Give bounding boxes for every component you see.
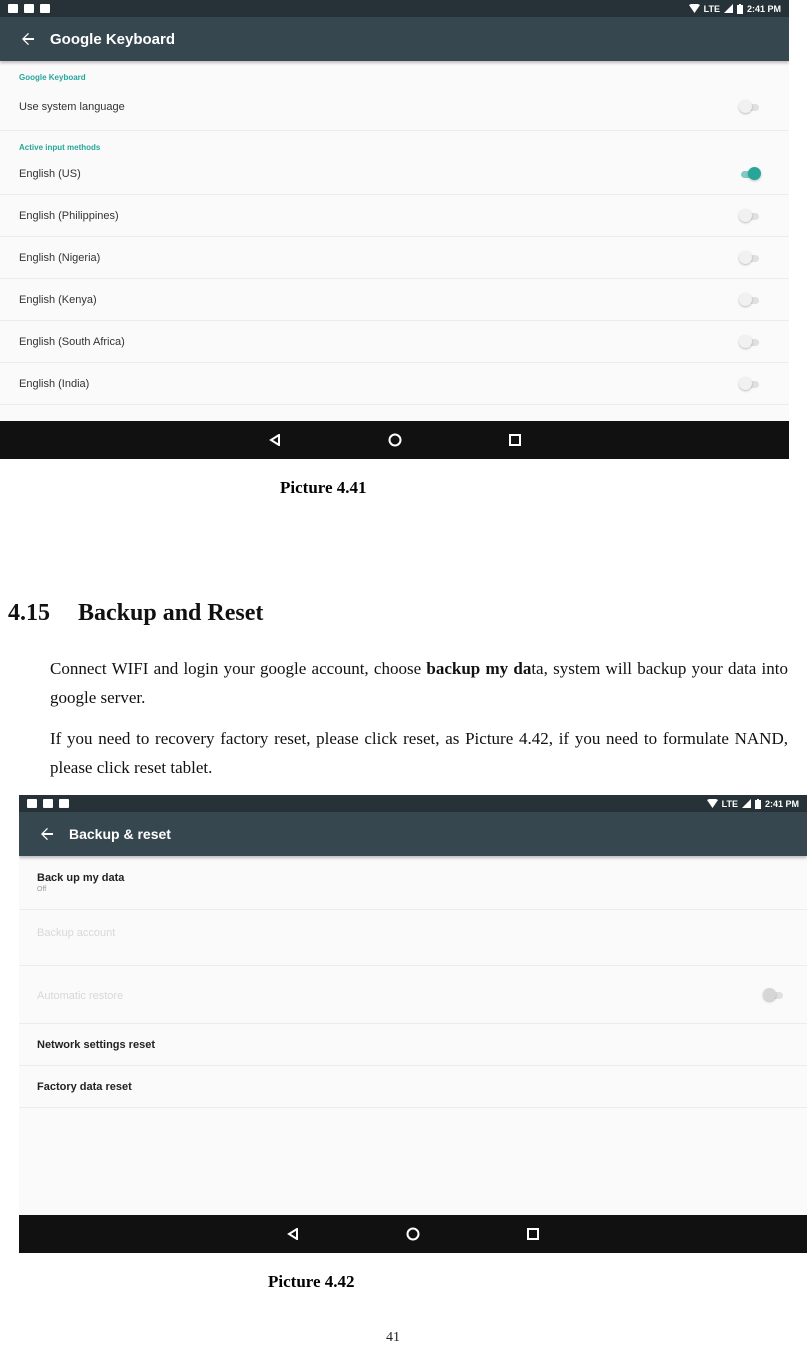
para-bold-text: backup my da <box>426 659 532 678</box>
sd-card-notification-icon <box>43 799 53 808</box>
nav-home-icon[interactable] <box>403 1224 423 1244</box>
network-settings-reset-row[interactable] <box>19 1024 807 1066</box>
status-bar <box>19 795 807 812</box>
battery-icon <box>737 4 743 14</box>
screenshot-notification-icon <box>8 4 18 13</box>
backup-account-title: Backup account <box>37 927 116 939</box>
back-arrow-icon[interactable] <box>20 31 36 47</box>
screenshot-notification-icon <box>27 799 37 808</box>
section-header-google-keyboard: Google Keyboard <box>19 73 86 82</box>
input-method-label: English (US) <box>19 167 81 180</box>
picture-caption: Picture 4.42 <box>268 1272 355 1291</box>
nav-recents-icon[interactable] <box>523 1224 543 1244</box>
para-text: ta, system will backup your data into google server. <box>50 659 788 707</box>
sd-card-notification-icon <box>24 4 34 13</box>
input-method-row[interactable] <box>0 321 789 363</box>
backup-my-data-row[interactable] <box>19 856 807 910</box>
input-method-row[interactable] <box>0 195 789 237</box>
wifi-icon <box>707 799 718 808</box>
google-keyboard-screenshot <box>0 0 789 459</box>
input-method-label: English (Kenya) <box>19 293 97 306</box>
message-notification-icon <box>59 799 69 808</box>
app-toolbar <box>19 812 807 856</box>
app-toolbar <box>0 17 789 61</box>
backup-account-row <box>19 910 807 966</box>
nav-back-icon[interactable] <box>283 1224 303 1244</box>
status-time: 2:41 PM <box>764 798 799 809</box>
input-method-label: English (India) <box>19 377 90 390</box>
input-method-switch[interactable] <box>739 377 761 391</box>
use-system-language-switch[interactable] <box>739 100 761 114</box>
automatic-restore-title: Automatic restore <box>37 989 124 1002</box>
status-bar <box>0 0 789 17</box>
input-method-label: English (Nigeria) <box>19 251 101 264</box>
input-method-row[interactable] <box>0 279 789 321</box>
automatic-restore-switch <box>763 988 785 1002</box>
picture-caption: Picture 4.41 <box>280 478 367 497</box>
navigation-bar <box>19 1215 807 1253</box>
battery-icon <box>755 799 761 809</box>
network-settings-reset-label: Network settings reset <box>37 1038 155 1051</box>
section-title: Backup and Reset <box>78 600 264 626</box>
nav-recents-icon[interactable] <box>505 430 525 450</box>
input-method-row[interactable] <box>0 237 789 279</box>
input-method-switch[interactable] <box>739 293 761 307</box>
input-method-switch[interactable] <box>739 251 761 265</box>
signal-icon <box>724 4 733 13</box>
toolbar-title: Backup & reset <box>69 826 171 842</box>
input-method-switch[interactable] <box>739 167 761 181</box>
wifi-icon <box>689 4 700 13</box>
use-system-language-row[interactable] <box>0 83 789 131</box>
input-method-label: English (South Africa) <box>19 335 125 348</box>
back-arrow-icon[interactable] <box>39 826 55 842</box>
input-method-switch[interactable] <box>739 209 761 223</box>
factory-data-reset-row[interactable] <box>19 1066 807 1108</box>
para-text: Connect WIFI and login your google account, choose <box>50 659 427 678</box>
factory-data-reset-label: Factory data reset <box>37 1080 132 1093</box>
backup-paragraph <box>50 654 788 712</box>
nav-home-icon[interactable] <box>385 430 405 450</box>
navigation-bar <box>0 421 789 459</box>
section-heading <box>8 600 263 627</box>
backup-reset-screenshot <box>19 795 807 1253</box>
input-method-switch[interactable] <box>739 335 761 349</box>
automatic-restore-row <box>19 966 807 1024</box>
section-header-active-input-methods: Active input methods <box>19 143 101 152</box>
page-number: 41 <box>386 1330 400 1345</box>
status-time: 2:41 PM <box>746 3 781 14</box>
backup-my-data-title: Back up my data <box>37 872 125 884</box>
keyboard-settings-list <box>0 61 789 405</box>
backup-account-summary <box>37 941 807 948</box>
backup-my-data-summary: Off <box>37 886 47 893</box>
input-method-label: English (Philippines) <box>19 209 119 222</box>
use-system-language-label: Use system language <box>19 100 125 113</box>
toolbar-title: Google Keyboard <box>50 30 176 48</box>
message-notification-icon <box>40 4 50 13</box>
reset-paragraph: If you need to recovery factory reset, please click reset, as Picture 4.42, if you need to formulate NAND, please click reset tablet. <box>50 729 788 777</box>
backup-settings-list <box>19 856 807 1108</box>
section-number: 4.15 <box>8 600 50 626</box>
signal-icon <box>742 799 751 808</box>
nav-back-icon[interactable] <box>265 430 285 450</box>
input-method-row[interactable] <box>0 363 789 405</box>
network-type: LTE <box>703 3 720 14</box>
input-method-row[interactable] <box>0 153 789 195</box>
network-type: LTE <box>721 798 738 809</box>
